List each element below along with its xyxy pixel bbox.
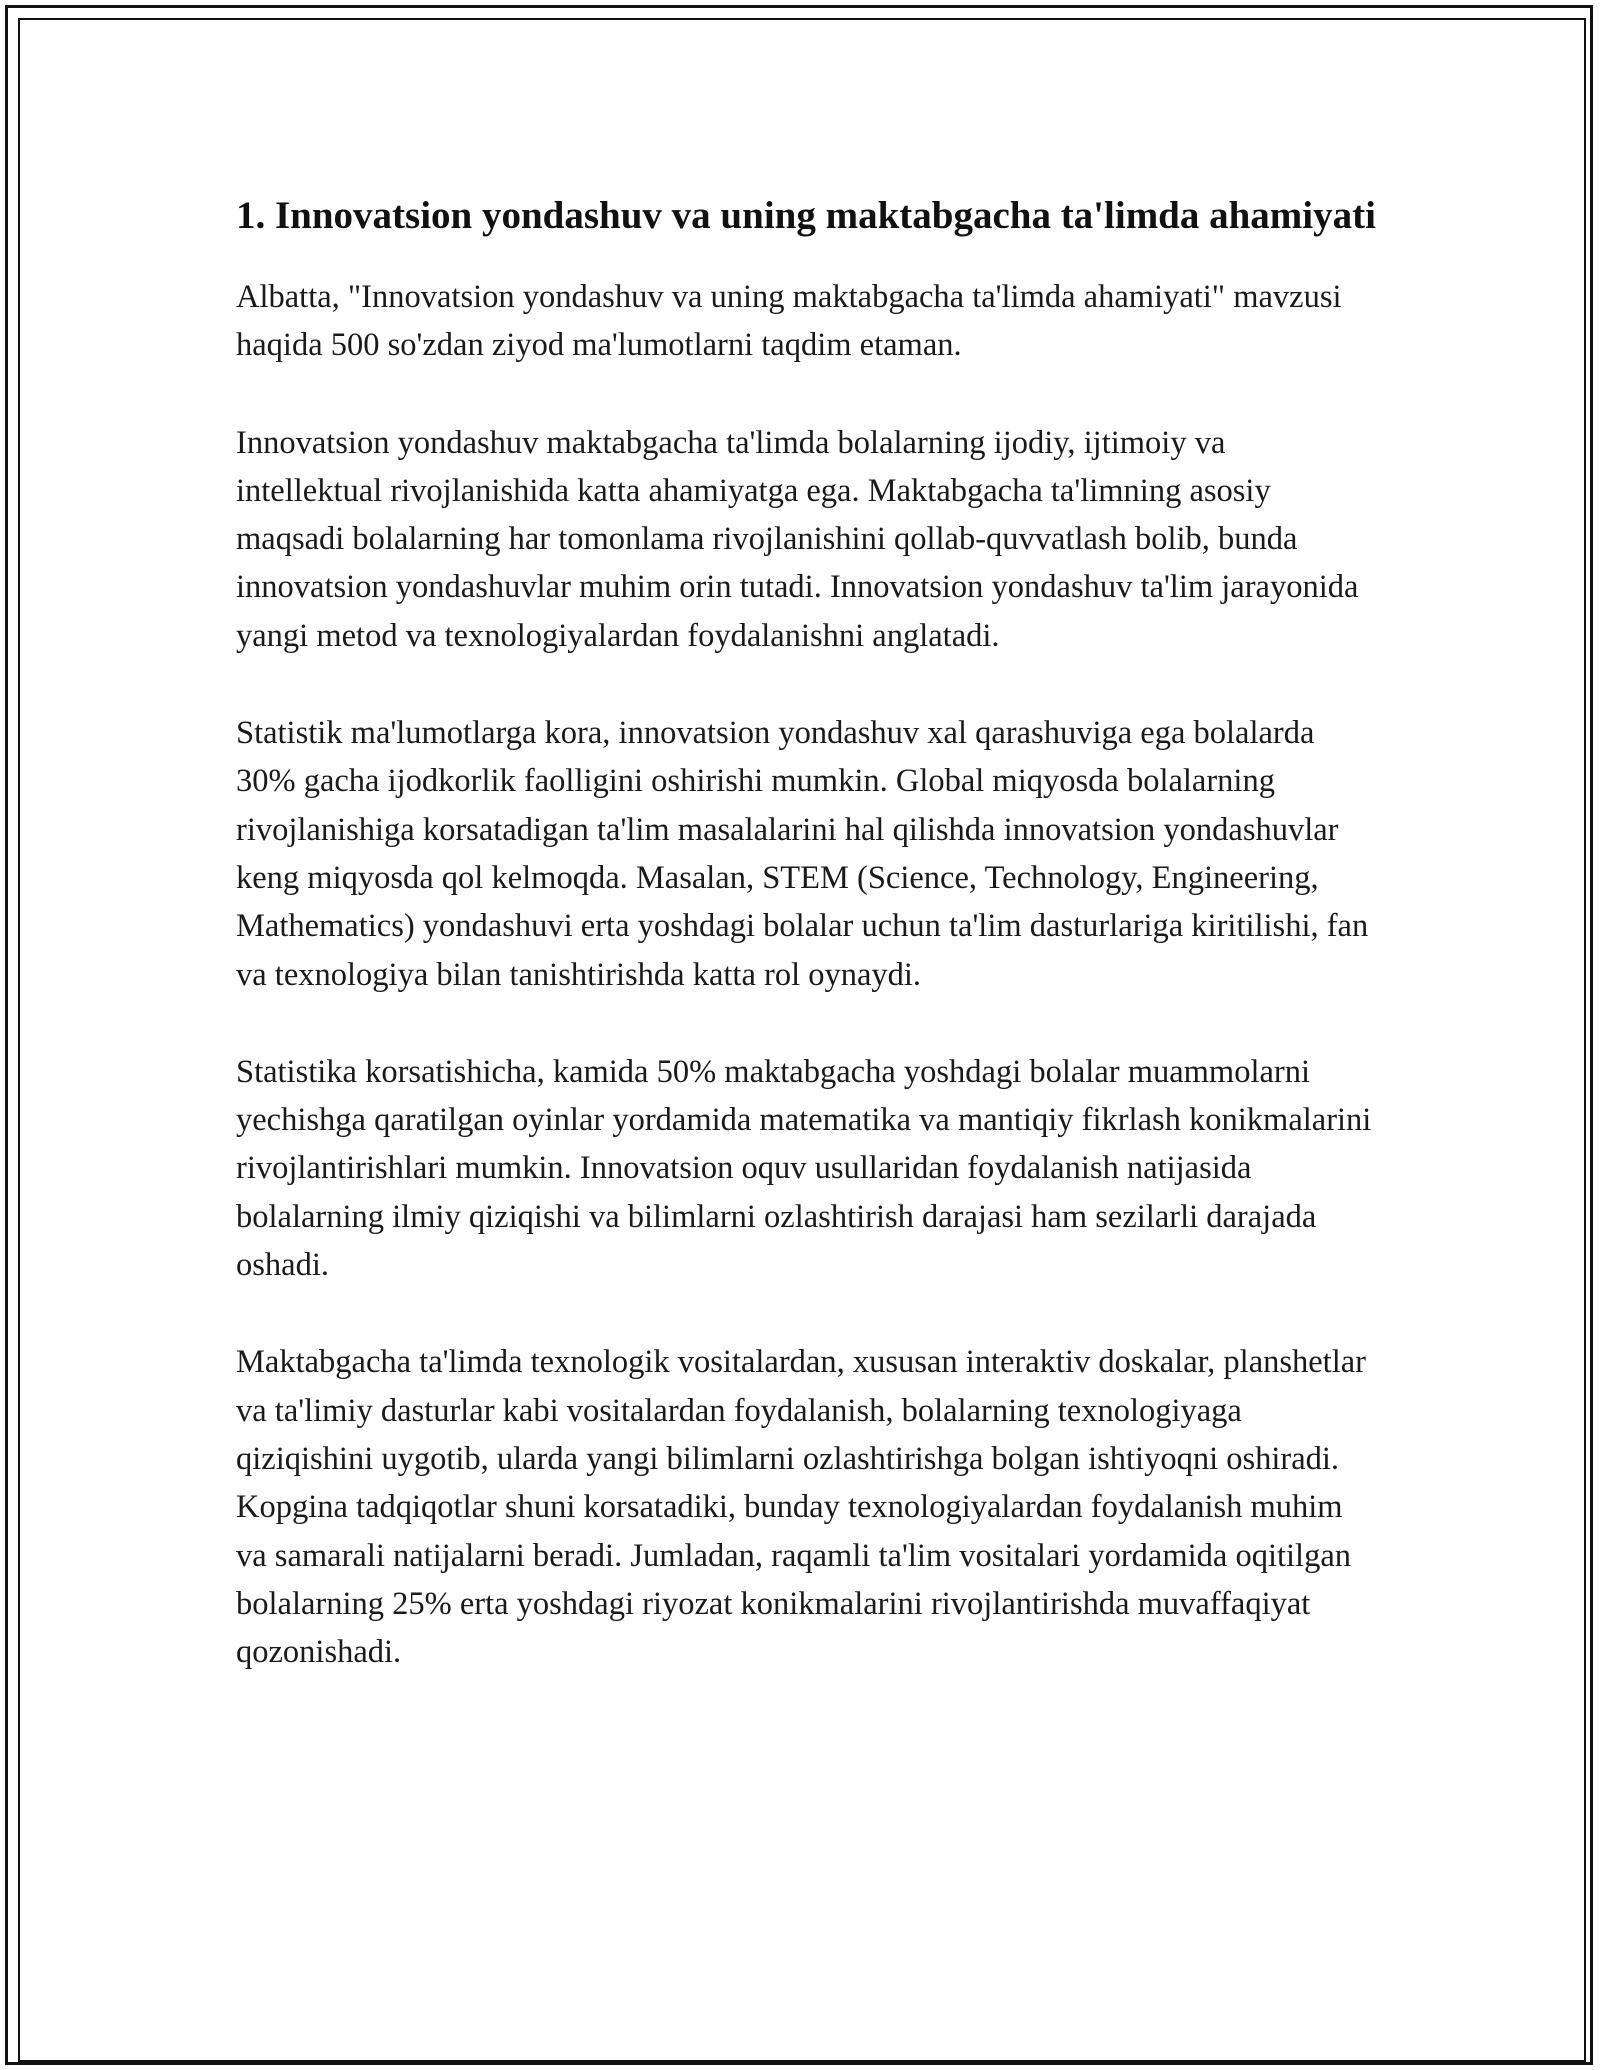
- paragraph-statistics-games: Statistika korsatishicha, kamida 50% maktabgacha yoshdagi bolalar muammolarni yechishga qaratilgan oyinlar yordamida matematika va mantiqiy fikrlash konikmalarini rivojlantirishlari mumkin. Innovatsion oquv usullaridan foydalanish natijasida bolalarning ilmiy qiziqishi va bilimlarni ozlashtirish darajasi ham sezilarli darajada oshadi.: [236, 1053, 1372, 1284]
- intro-paragraph: Albatta, "Innovatsion yondashuv va uning maktabgacha ta'limda ahamiyati" mavzusi haqida 500 so'zdan ziyod ma'lumotlarni taqdim etaman.: [236, 279, 1342, 364]
- section-title: 1. Innovatsion yondashuv va uning maktabgacha ta'limda ahamiyati: [236, 194, 1376, 237]
- document-page: [236, 188, 1376, 1725]
- paragraph-technology-tools: Maktabgacha ta'limda texnologik vositalardan, xususan interaktiv doskalar, planshetlar va ta'limiy dasturlar kabi vositalardan foydalanish, bolalarning texnologiyaga qiziqishini uygotib, ularda yangi bilimlarni ozlashtirishga bolgan ishtiyoqni oshiradi. Kopgina tadqiqotlar shuni korsatadiki, bunday texnologiyalardan foydalanish muhim va samarali natijalarni beradi. Jumladan, raqamli ta'lim vositalari yordamida oqitilgan bolalarning 25% erta yoshdagi riyozat konikmalarini rivojlantirishda muvaffaqiyat qozonishadi.: [236, 1344, 1366, 1671]
- paragraph-statistics-stem: Statistik ma'lumotlarga kora, innovatsion yondashuv xal qarashuviga ega bolalarda 30% gacha ijodkorlik faolligini oshirishi mumkin. Global miqyosda bolalarning rivojlanishiga korsatadigan ta'lim masalalarini hal qilishda innovatsion yondashuvlar keng miqyosda qol kelmoqda. Masalan, STEM (Science, Technology, Engineering, Mathematics) yondashuvi erta yoshdagi bolalar uchun ta'lim dasturlariga kiritilishi, fan va texnologiya bilan tanishtirishda katta rol oynaydi.: [236, 715, 1369, 993]
- paragraph-innovation-definition: Innovatsion yondashuv maktabgacha ta'limda bolalarning ijodiy, ijtimoiy va intellektual rivojlanishida katta ahamiyatga ega. Maktabgacha ta'limning asosiy maqsadi bolalarning har tomonlama rivojlanishini qollab-quvvatlash bolib, bunda innovatsion yondashuvlar muhim orin tutadi. Innovatsion yondashuv ta'lim jarayonida yangi metod va texnologiyalardan foydalanishni anglatadi.: [236, 424, 1359, 654]
